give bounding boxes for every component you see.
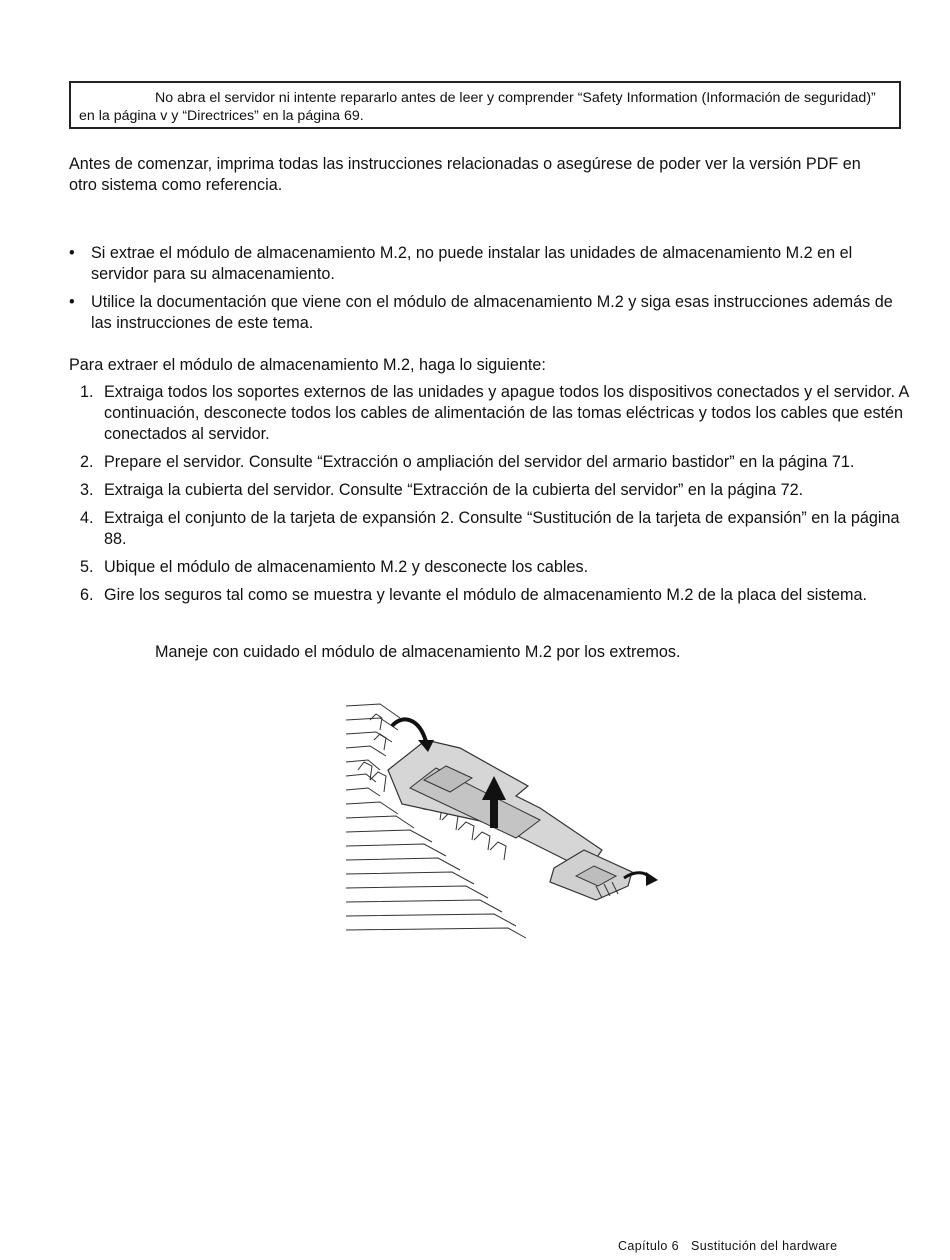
list-item bbox=[69, 585, 909, 606]
m2-removal-diagram bbox=[340, 700, 670, 940]
list-item bbox=[69, 243, 899, 285]
page-footer bbox=[618, 1238, 837, 1254]
step-text: Extraiga el conjunto de la tarjeta de expansión 2. Consulte “Sustitución de la tarjeta de expansión” en la página 88. bbox=[104, 509, 900, 548]
bullet-marker: • bbox=[69, 293, 75, 311]
procedure-lead: Para extraer el módulo de almacenamiento M.2, haga lo siguiente: bbox=[69, 356, 546, 374]
caution-box bbox=[69, 81, 901, 129]
footer-title: Sustitución del hardware bbox=[690, 1239, 838, 1253]
attention-text: Maneje con cuidado el módulo de almacenamiento M.2 por los extremos. bbox=[155, 643, 681, 661]
note-text: Si extrae el módulo de almacenamiento M.2, no puede instalar las unidades de almacenamiento M.2 en el servidor para su almacenamiento. bbox=[91, 244, 853, 283]
step-text: Extraiga todos los soportes externos de las unidades y apague todos los dispositivos conectados y el servidor. A continuación, desconecte todos los cables de alimentación de las tomas eléctricas y todos los cables que estén conectados al servidor. bbox=[104, 383, 909, 443]
step-text: Ubique el módulo de almacenamiento M.2 y desconecte los cables. bbox=[104, 558, 589, 576]
step-number: 6. bbox=[80, 586, 94, 604]
list-item bbox=[69, 292, 899, 334]
procedure-steps bbox=[69, 382, 909, 613]
notes-list bbox=[69, 243, 899, 341]
intro-paragraph: Antes de comenzar, imprima todas las instrucciones relacionadas o asegúrese de poder ver la versión PDF en otro sistema como referencia. bbox=[69, 155, 861, 194]
list-item bbox=[69, 508, 909, 550]
list-item bbox=[69, 452, 909, 473]
bullet-marker: • bbox=[69, 244, 75, 262]
step-text: Extraiga la cubierta del servidor. Consulte “Extracción de la cubierta del servidor” en la página 72. bbox=[104, 481, 804, 499]
step-number: 2. bbox=[80, 453, 94, 471]
step-number: 3. bbox=[80, 481, 94, 499]
list-item bbox=[69, 382, 909, 445]
step-number: 4. bbox=[80, 509, 94, 527]
step-number: 1. bbox=[80, 383, 94, 401]
m2-removal-illustration bbox=[340, 700, 670, 940]
step-text: Prepare el servidor. Consulte “Extracción o ampliación del servidor del armario bastidor” en la página 71. bbox=[104, 453, 855, 471]
step-number: 5. bbox=[80, 558, 94, 576]
list-item bbox=[69, 557, 909, 578]
note-text: Utilice la documentación que viene con el módulo de almacenamiento M.2 y siga esas instrucciones además de las instrucciones de este tema. bbox=[91, 293, 893, 332]
footer-chapter: Capítulo 6 bbox=[618, 1239, 679, 1253]
caution-text: No abra el servidor ni intente repararlo antes de leer y comprender “Safety Information (Información de seguridad)” en la página v y “Directrices” en la página 69. bbox=[79, 90, 876, 124]
step-text: Gire los seguros tal como se muestra y levante el módulo de almacenamiento M.2 de la placa del sistema. bbox=[104, 586, 867, 604]
list-item bbox=[69, 480, 909, 501]
